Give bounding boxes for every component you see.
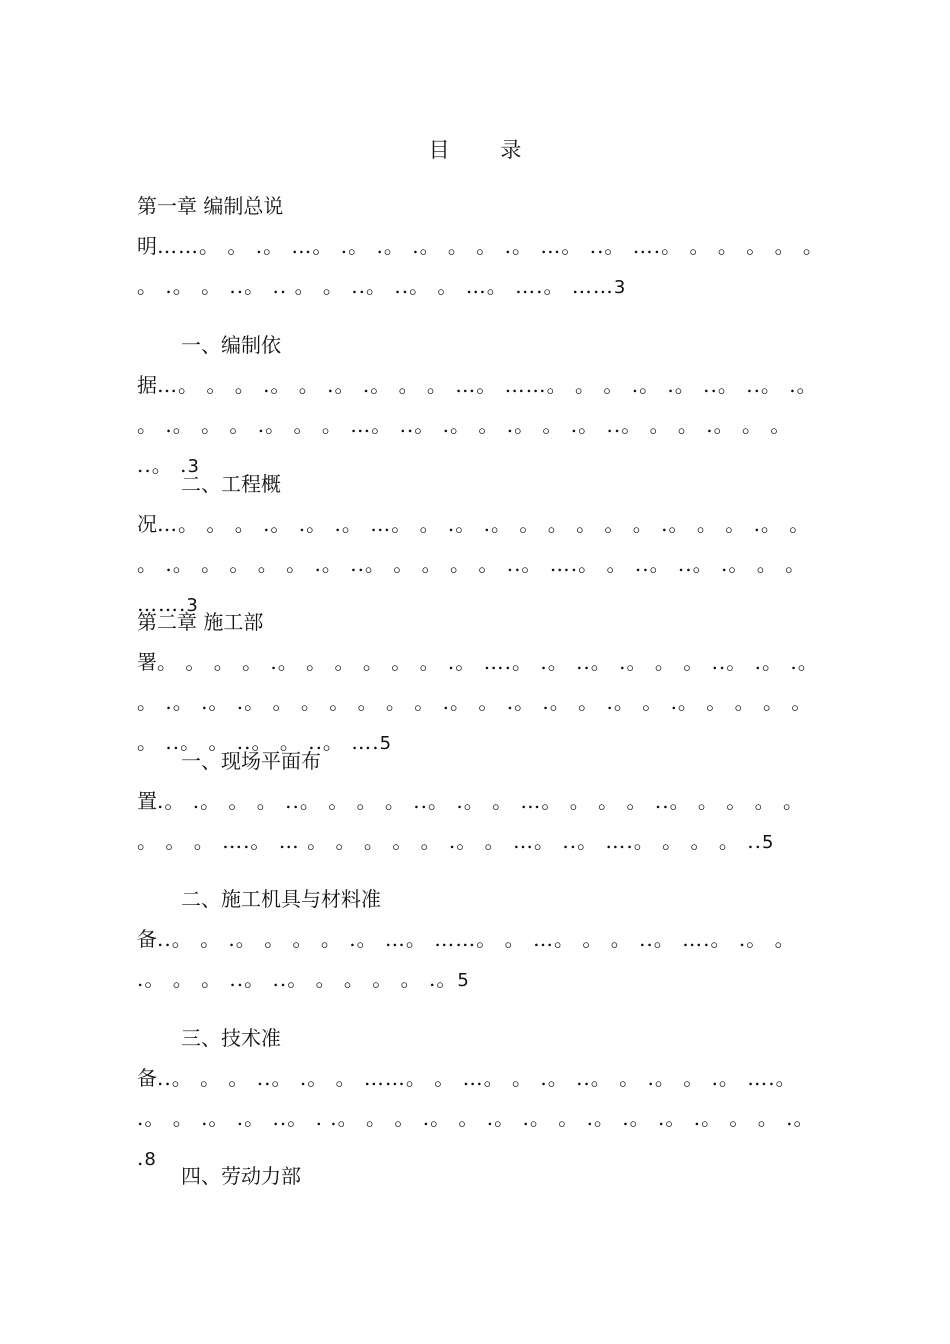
toc-entry-dots: ……。 。 .。 …。 .。 .。 .。 。 。 .。 …。 ..。 ….。 。 。 。 。 。 。 .。 。 ..。 .. 。 。 ..。 ..。 。 …。 ….。 …… xyxy=(137,234,824,298)
toc-entry-leader xyxy=(137,919,827,1001)
toc-entry-heading: 第二章 施工部 xyxy=(137,610,264,634)
toc-entry-dots: ..。 。 。 ..。 .。 。 ……。 。 …。 。 .。 ..。 。 .。 。 .。 ….。 .。 。 .。 .。 ..。 . .。 。 。 .。 。 .。 .。 。 .。 .。 .。 .。 。 。 .。 . xyxy=(137,1066,815,1170)
toc-entry-leader xyxy=(137,226,827,308)
toc-entry-page-number: 5 xyxy=(457,970,469,991)
toc-entry-section-labor[interactable] xyxy=(137,1156,827,1196)
toc-entry-heading: 三、技术准 xyxy=(181,1026,281,1050)
toc-entry-lead-char: 备 xyxy=(137,1066,157,1090)
toc-entry-leader xyxy=(137,781,827,863)
toc-entry-lead-char: 据 xyxy=(137,373,157,397)
toc-entry-page-number: 3 xyxy=(613,277,626,298)
toc-entry-page-number: 5 xyxy=(761,832,774,853)
toc-entry-lead-char: 备 xyxy=(137,927,157,951)
toc-entry-dots: .。 .。 。 。 ..。 。 。 。 ..。 .。 。 …。 。 。 。 ..。 。 。 。 。 。 。 。 ….。 … 。 。 。 。 。 .。 。 …。 ..。 ….。 。 。 。 .. xyxy=(137,789,805,853)
toc-entry-heading: 一、现场平面布 xyxy=(181,749,321,773)
toc-title: 目 录 xyxy=(428,138,544,162)
toc-entry-section-equipment[interactable] xyxy=(137,879,827,1001)
toc-entry-section-site-layout[interactable] xyxy=(137,741,827,863)
toc-entry-page-number: 3 xyxy=(186,595,198,616)
toc-entry-lead-char: 况 xyxy=(137,512,157,536)
toc-entry-heading: 第一章 编制总说 xyxy=(137,194,284,218)
toc-entry-section-basis[interactable] xyxy=(137,325,827,487)
toc-entry-dots: …。 。 。 .。 。 .。 .。 。 。 …。 ……。 。 。 .。 .。 ..。 ..。 .。 。 .。 。 。 .。 。 。 …。 ..。 .。 。 .。 。 .。 ..。 。 。 .。 。 。 ..。 . xyxy=(137,373,818,477)
toc-entry-dots: 。 。 。 。 .。 。 。 。 。 。 .。 ….。 .。 ..。 .。 。 。 ..。 .。 .。 。 .。 .。 .。 。 。 。 。 。 。 .。 。 .。 .。 。 .。 。 .。 。 。 。 。 。 ..。 。 ..。 。 ..。 …. xyxy=(137,650,819,754)
toc-entry-chapter-1[interactable] xyxy=(137,186,827,308)
toc-entry-dots: ..。 。 .。 。 。 。 .。 …。 ……。 。 …。 。 。 ..。 ….。 .。 。 .。 。 。 ..。 ..。 。 。 。 。 .。 xyxy=(137,927,796,991)
toc-entry-lead-char: 置 xyxy=(137,789,157,813)
toc-entry-heading: 四、劳动力部 xyxy=(181,1164,301,1188)
toc-entry-heading: 二、工程概 xyxy=(181,472,281,496)
toc-entry-page-number: 5 xyxy=(379,733,392,754)
toc-entry-lead-char: 明 xyxy=(137,234,157,258)
toc-entry-dots: …。 。 。 .。 .。 .。 …。 。 .。 .。 。 。 。 。 。 .。 。 。 .。 。 。 .。 。 。 。 。 .。 ..。 。 。 。 。 ..。 ….。 。 ..。 ..。 .。 。 。 ……. xyxy=(137,512,811,616)
toc-entry-heading: 二、施工机具与材料准 xyxy=(181,887,381,911)
toc-entry-heading: 一、编制依 xyxy=(181,333,281,357)
toc-entry-page-number: 3 xyxy=(187,456,199,477)
toc-entry-chapter-2[interactable] xyxy=(137,602,827,764)
toc-entry-page-number: 8 xyxy=(144,1149,156,1170)
toc-entry-lead-char: 署 xyxy=(137,650,157,674)
